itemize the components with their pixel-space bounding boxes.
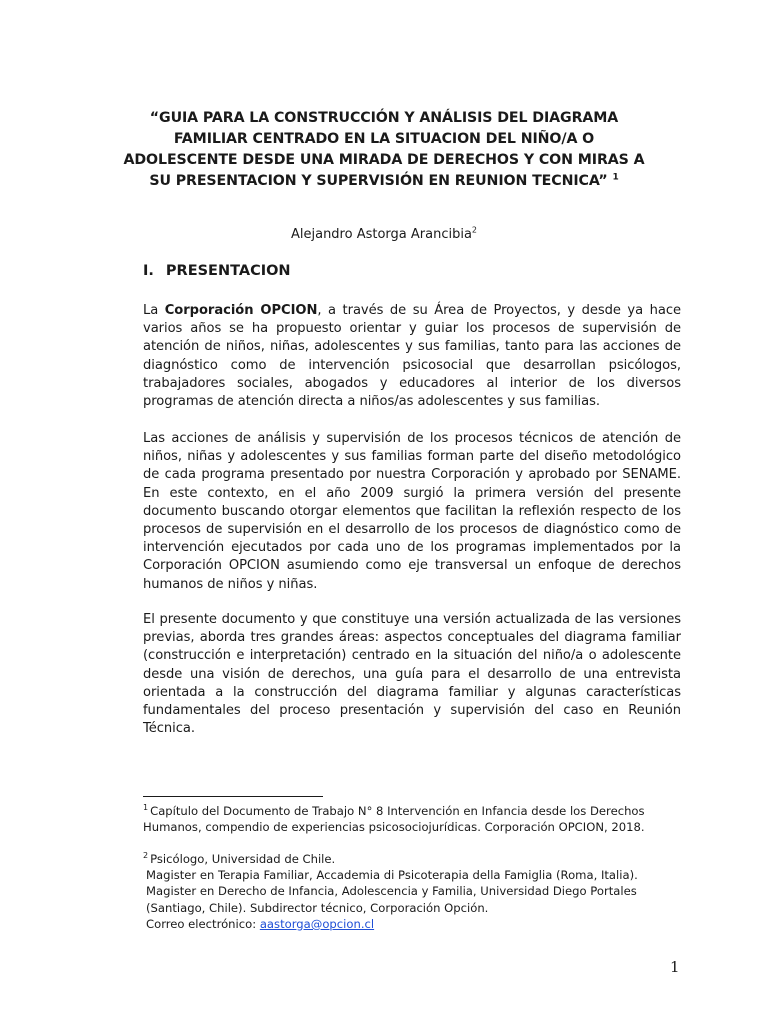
email-link[interactable]: aastorga@opcion.cl bbox=[259, 916, 375, 931]
section-title: PRESENTACION bbox=[165, 263, 291, 279]
author-footnote-ref[interactable]: 2 bbox=[471, 225, 478, 235]
footnote-1-text: Capítulo del Documento de Trabajo N° 8 Intervención en Infancia desde los Derechos Humanos, compendio de experiencias psicosociojurídicas. Corporación OPCION, 2018. bbox=[143, 804, 645, 835]
footnote-2-mark: 2 bbox=[143, 851, 149, 861]
document-title-text: “GUIA PARA LA CONSTRUCCIÓN Y ANÁLISIS DEL DIAGRAMA FAMILIAR CENTRADO EN LA SITUACION DEL NIÑO/A O ADOLESCENTE DESDE UNA MIRADA DE DERECHOS Y CON MIRAS A SU PRESENTACION Y SUPERVISIÓN EN REUNION TECNICA” bbox=[123, 110, 645, 189]
author-name: Alejandro Astorga Arancibia bbox=[290, 227, 472, 242]
section-heading bbox=[143, 263, 291, 279]
paragraph-1-lead: La bbox=[143, 303, 165, 318]
footnote-2-email-line bbox=[143, 916, 683, 932]
footnote-1-mark: 1 bbox=[143, 803, 149, 813]
page-number: 1 bbox=[670, 958, 680, 976]
email-label: Correo electrónico: bbox=[146, 916, 260, 931]
paragraph-1-organization: Corporación OPCION bbox=[164, 303, 318, 318]
author-line bbox=[0, 227, 768, 242]
footnote-2-line-1 bbox=[143, 851, 683, 867]
footnote-2-line-2: Magister en Terapia Familiar, Accademia di Psicoterapia della Famiglia (Roma, Italia). bbox=[146, 868, 638, 883]
footnote-2 bbox=[143, 851, 683, 932]
paragraph-2: Las acciones de análisis y supervisión de los procesos técnicos de atención de niños, niñas y adolescentes y sus familias forman parte del diseño metodológico de cada programa presentado por nuestra Corporación y aprobado por SENAME. En este contexto, en el año 2009 surgió la primera versión del presente documento buscando otorgar elementos que facilitan la reflexión respecto de los procesos de supervisión en el desarrollo de los procesos de diagnóstico como de intervención ejecutados por cada uno de los programas implementados por la Corporación OPCION asumiendo como eje transversal un enfoque de derechos humanos de niños y niñas. bbox=[143, 431, 681, 592]
paragraph-1-body: , a través de su Área de Proyectos, y desde ya hace varios años se ha propuesto orientar y guiar los procesos de supervisión de atención de niños, niñas, adolescentes y sus familias, tanto para las acciones de diagnóstico como de intervención psicosocial que desarrollan psicólogos, trabajadores sociales, abogados y educadores al interior de los diversos programas de atención directa a niños/as adolescentes y sus familias. bbox=[143, 303, 681, 410]
footnote-2-line-3: Magister en Derecho de Infancia, Adolescencia y Familia, Universidad Diego Portales (Santiago, Chile). Subdirector técnico, Corporación Opción. bbox=[146, 884, 637, 915]
footnote-2-degree: Psicólogo, Universidad de Chile. bbox=[150, 852, 336, 866]
paragraph-1 bbox=[143, 302, 681, 411]
paragraph-3: El presente documento y que constituye una versión actualizada de las versiones previas, aborda tres grandes áreas: aspectos conceptuales del diagrama familiar (construcción e interpretación) centrado en la situación del niño/a o adolescente desde una visión de derechos, una guía para el desarrollo de una entrevista orientada a la construcción del diagrama familiar y algunas características fundamentales del proceso presentación y supervisión del caso en Reunión Técnica. bbox=[143, 612, 681, 737]
section-number: I. bbox=[143, 263, 154, 279]
footnote-separator bbox=[143, 796, 323, 797]
document-title bbox=[120, 108, 648, 192]
title-footnote-ref[interactable]: 1 bbox=[612, 172, 619, 183]
footnote-1 bbox=[143, 803, 683, 835]
